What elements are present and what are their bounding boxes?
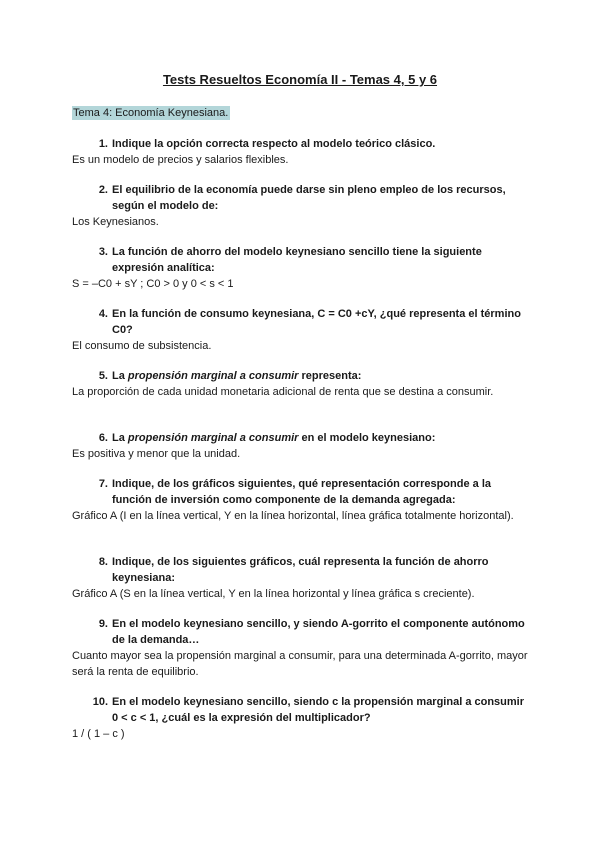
question-number: 2. — [98, 184, 108, 196]
question-5 — [72, 368, 532, 400]
question-3 — [72, 244, 532, 292]
page-title: Tests Resueltos Economía II - Temas 4, 5 y 6 — [162, 72, 438, 87]
question-number: 1. — [98, 138, 108, 150]
question-number: 5. — [98, 370, 108, 382]
question-text: La propensión marginal a consumir en el modelo keynesiano: — [112, 432, 436, 444]
question-text: La propensión marginal a consumir representa: — [112, 370, 362, 382]
answer-text: El consumo de subsistencia. — [72, 340, 212, 352]
question-number: 4. — [98, 308, 108, 320]
question-text: Indique, de los siguientes gráficos, cuál representa la función de ahorro keynesiana: — [112, 556, 489, 584]
answer-text: Los Keynesianos. — [72, 216, 159, 228]
answer-text: Es positiva y menor que la unidad. — [72, 448, 241, 460]
question-text: La función de ahorro del modelo keynesiano sencillo tiene la siguiente expresión analítica: — [112, 246, 482, 274]
answer-text: 1 / ( 1 – c ) — [72, 728, 125, 740]
question-text: En el modelo keynesiano sencillo, siendo c la propensión marginal a consumir 0 < c < 1, ¿cuál es la expresión del multiplicador? — [112, 696, 525, 724]
question-number: 9. — [98, 618, 108, 630]
question-text: Indique la opción correcta respecto al modelo teórico clásico. — [112, 138, 436, 150]
question-6 — [72, 430, 532, 462]
answer-text: Cuanto mayor sea la propensión marginal a consumir, para una determinada A-gorrito, mayor será la renta de equilibrio. — [72, 650, 528, 678]
answer-text: S = –C0 + sY ; C0 > 0 y 0 < s < 1 — [72, 278, 234, 290]
section-heading: Tema 4: Economía Keynesiana. — [73, 107, 229, 119]
question-7 — [72, 476, 532, 524]
question-9 — [72, 616, 532, 680]
question-text: En el modelo keynesiano sencillo, y siendo A-gorrito el componente autónomo de la demanda… — [112, 618, 525, 646]
question-number: 3. — [98, 246, 108, 258]
question-10 — [72, 694, 532, 742]
question-8 — [72, 554, 532, 602]
question-text: En la función de consumo keynesiana, C = C0 +cY, ¿qué representa el término C0? — [112, 308, 521, 336]
question-1 — [72, 136, 532, 168]
answer-text: La proporción de cada unidad monetaria adicional de renta que se destina a consumir. — [72, 386, 494, 398]
question-text: Indique, de los gráficos siguientes, qué representación corresponde a la función de inversión como componente de la demanda agregada: — [112, 478, 491, 506]
question-number: 8. — [98, 556, 108, 568]
answer-text: Gráfico A (I en la línea vertical, Y en la línea horizontal, línea gráfica totalmente horizontal). — [72, 510, 514, 522]
answer-text: Es un modelo de precios y salarios flexibles. — [72, 154, 289, 166]
question-number: 7. — [98, 478, 108, 490]
question-number: 6. — [98, 432, 108, 444]
question-number: 10. — [92, 696, 108, 708]
question-4 — [72, 306, 532, 354]
answer-text: Gráfico A (S en la línea vertical, Y en la línea horizontal y línea gráfica s creciente). — [72, 588, 475, 600]
question-text: El equilibrio de la economía puede darse sin pleno empleo de los recursos, según el modelo de: — [112, 184, 506, 212]
question-2 — [72, 182, 532, 230]
